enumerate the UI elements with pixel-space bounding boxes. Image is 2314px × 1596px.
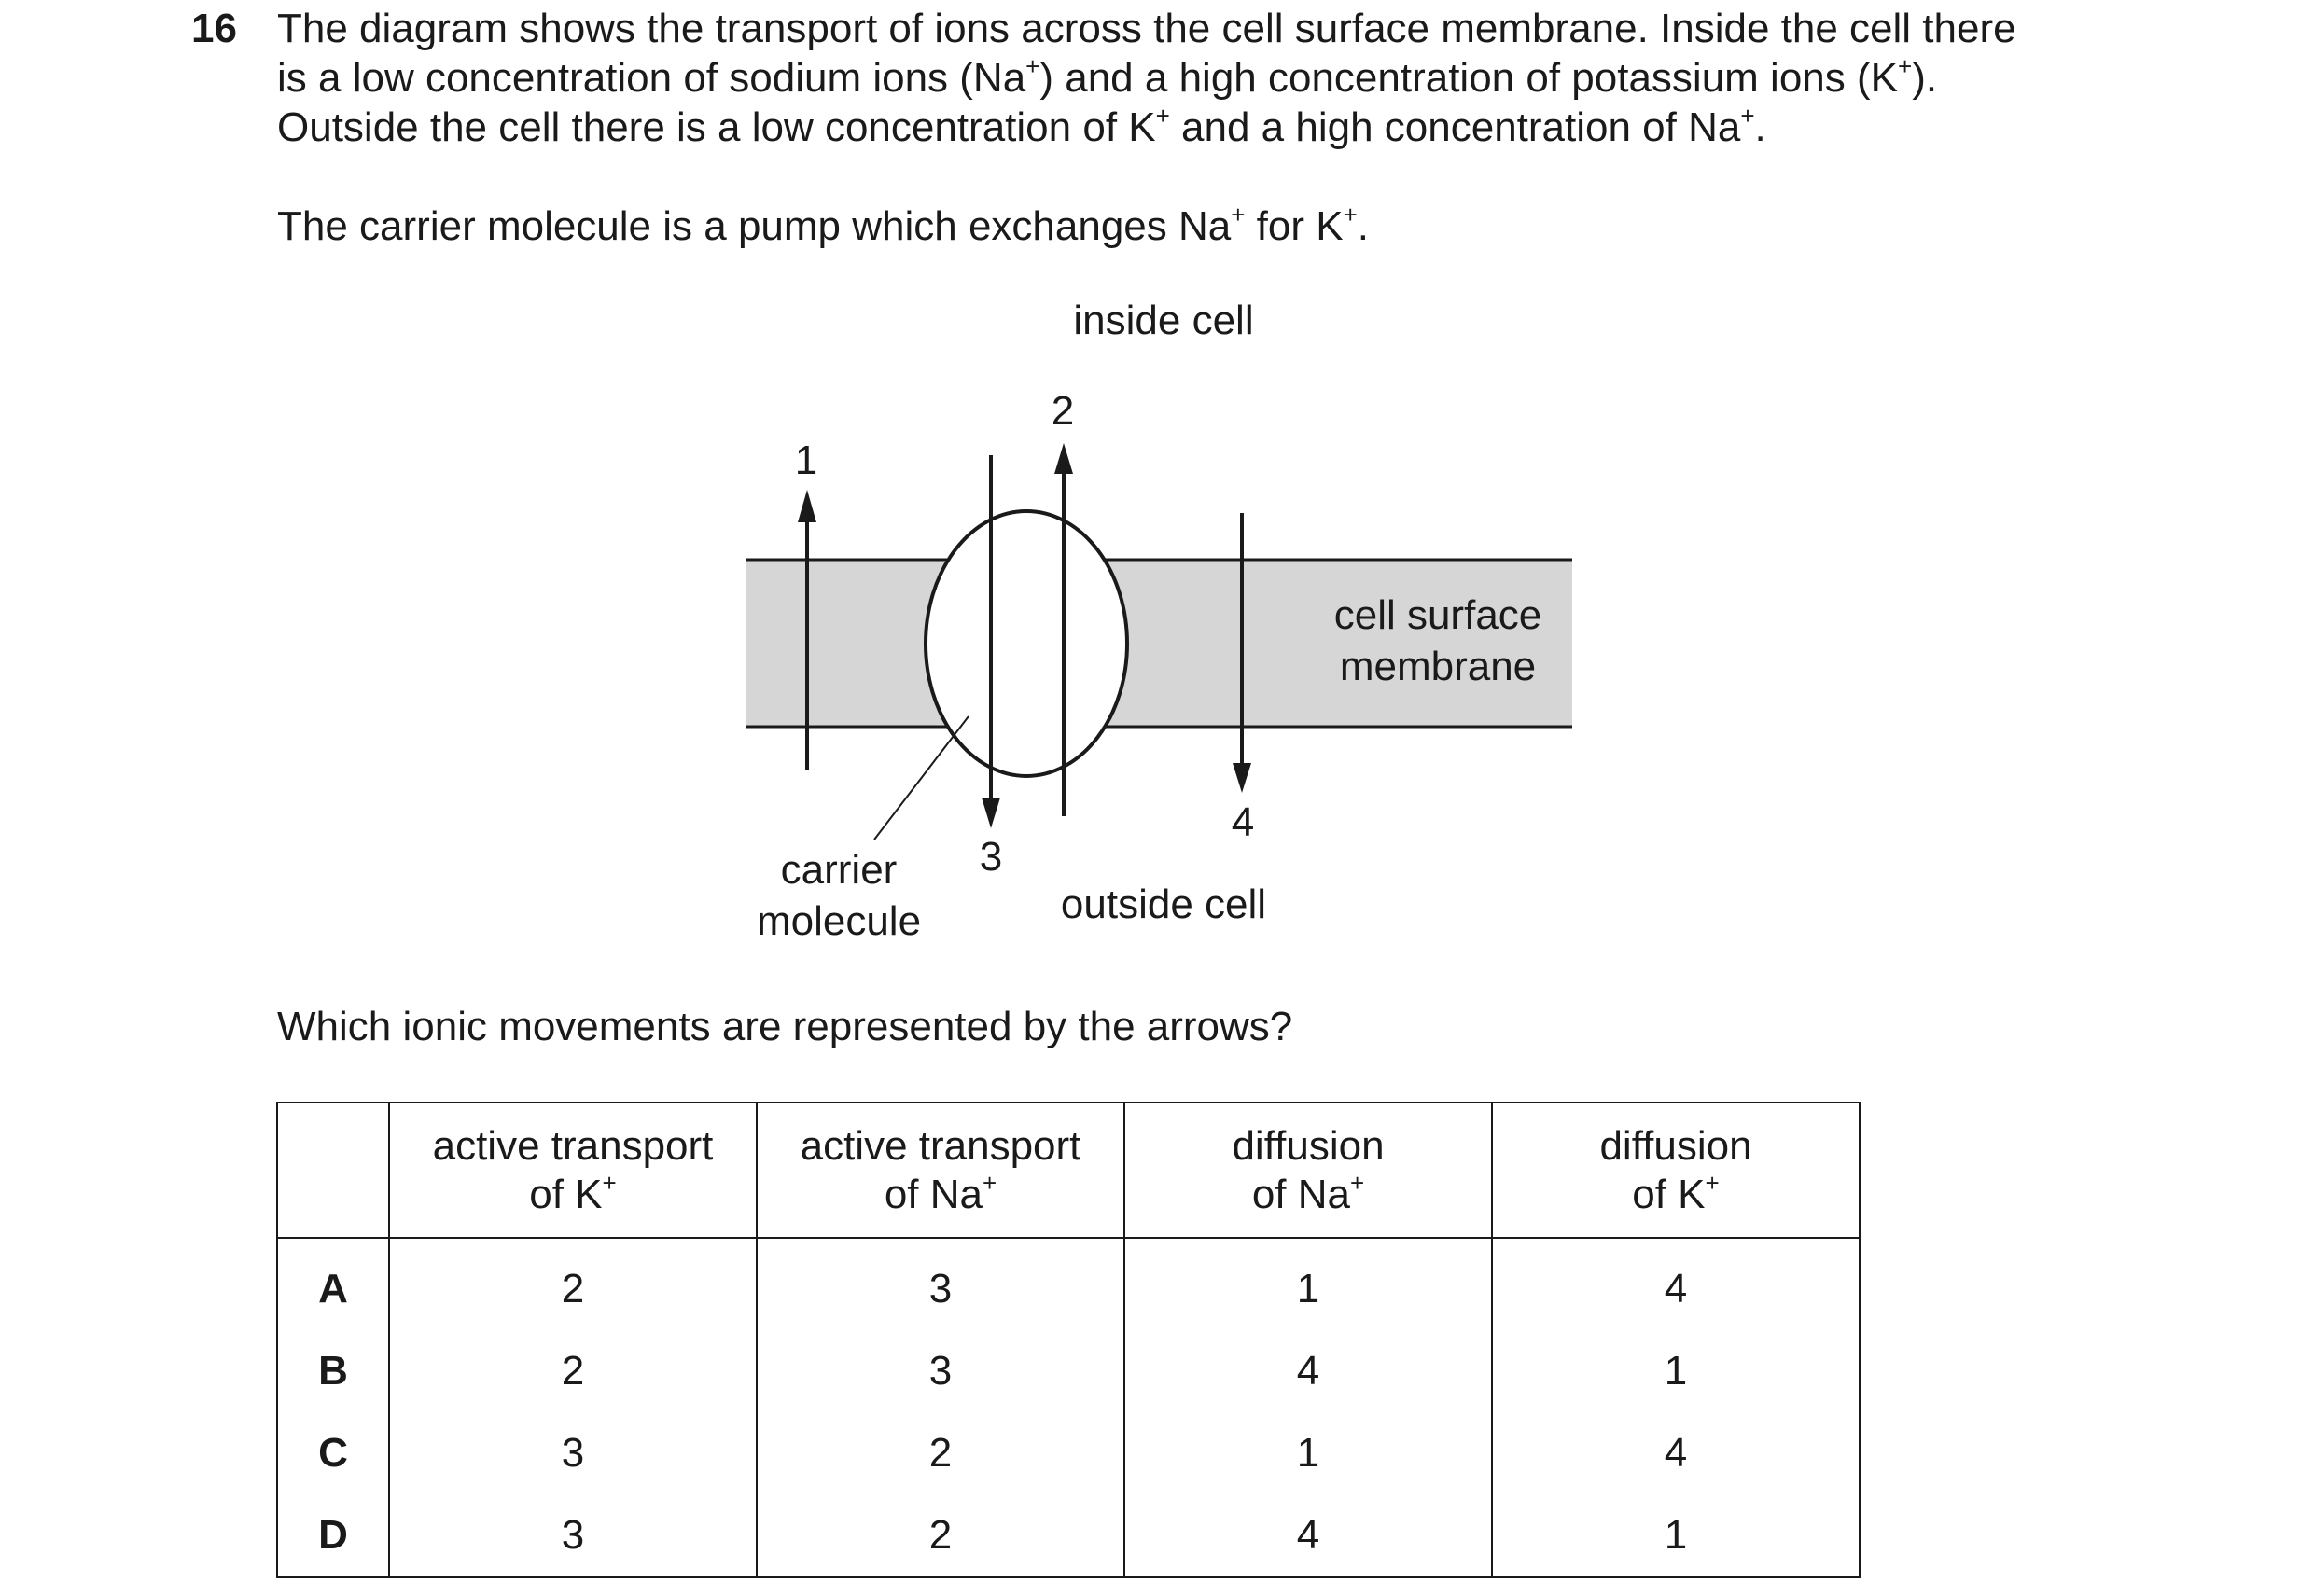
answer-row-a[interactable]: [277, 1238, 1860, 1330]
table-cell: 1: [1124, 1238, 1492, 1330]
plus-superscript: +: [1343, 201, 1358, 229]
outside-cell-label: outside cell: [1060, 881, 1267, 927]
table-cell: 4: [1124, 1330, 1492, 1412]
table-cell: 2: [757, 1412, 1124, 1494]
plus-superscript: +: [602, 1168, 617, 1197]
header-line-2: of Na: [1251, 1171, 1350, 1217]
table-cell: 2: [389, 1238, 757, 1330]
table-cell: 4: [1492, 1412, 1860, 1494]
option-letter[interactable]: A: [277, 1238, 389, 1330]
option-letter[interactable]: B: [277, 1330, 389, 1412]
table-cell: 3: [389, 1412, 757, 1494]
plus-superscript: +: [1898, 52, 1913, 80]
header-diffusion-na: [1124, 1103, 1492, 1238]
header-blank-cell: [277, 1103, 389, 1238]
plus-superscript: +: [1740, 102, 1755, 130]
carrier-label-line-2: molecule: [756, 898, 922, 944]
header-line-2: of K: [1632, 1171, 1706, 1217]
arrow-label-1: 1: [794, 437, 818, 483]
intro-line-2b: ) and a high concentration of potassium ions (K: [1039, 55, 1898, 101]
pump-text-b: for K: [1245, 203, 1344, 249]
table-header-row: [277, 1103, 1860, 1238]
arrow-label-2: 2: [1051, 388, 1075, 434]
membrane-label-line-1: cell surface: [1333, 592, 1542, 638]
answer-row-d[interactable]: [277, 1494, 1860, 1577]
plus-superscript: +: [1705, 1168, 1720, 1197]
carrier-leader-line: [874, 716, 969, 840]
arrow-label-3: 3: [979, 834, 1003, 880]
plus-superscript: +: [1349, 1168, 1365, 1197]
header-active-k: [389, 1103, 757, 1238]
table-cell: 2: [757, 1494, 1124, 1577]
header-active-na: [757, 1103, 1124, 1238]
table-cell: 3: [757, 1330, 1124, 1412]
header-line-1: diffusion: [1232, 1122, 1385, 1169]
header-line-1: active transport: [432, 1122, 714, 1169]
intro-line-2a: is a low concentration of sodium ions (Na: [277, 55, 1026, 101]
question-number: 16: [191, 6, 237, 51]
intro-line-3c: .: [1754, 104, 1766, 150]
table-cell: 1: [1492, 1494, 1860, 1577]
table-cell: 4: [1492, 1238, 1860, 1330]
answer-table: [276, 1102, 1861, 1578]
table-cell: 3: [757, 1238, 1124, 1330]
plus-superscript: +: [1231, 201, 1246, 229]
inside-cell-label: inside cell: [1073, 298, 1254, 343]
intro-line-3b: and a high concentration of Na: [1169, 104, 1741, 150]
answer-row-b[interactable]: [277, 1330, 1860, 1412]
table-cell: 3: [389, 1494, 757, 1577]
pump-text-c: .: [1357, 203, 1370, 249]
answer-row-c[interactable]: [277, 1412, 1860, 1494]
header-line-1: diffusion: [1599, 1122, 1752, 1169]
question-prompt: Which ionic movements are represented by the arrows?: [277, 1004, 1293, 1049]
table-cell: 2: [389, 1330, 757, 1412]
table-cell: 1: [1124, 1412, 1492, 1494]
intro-line-3a: Outside the cell there is a low concentration of K: [277, 104, 1156, 150]
table-cell: 1: [1492, 1330, 1860, 1412]
intro-line-2c: ).: [1912, 55, 1938, 101]
plus-superscript: +: [982, 1168, 997, 1197]
membrane-label-line-2: membrane: [1339, 644, 1537, 689]
plus-superscript: +: [1155, 102, 1170, 130]
table-cell: 4: [1124, 1494, 1492, 1577]
header-line-2: of K: [529, 1171, 603, 1217]
plus-superscript: +: [1025, 52, 1040, 80]
carrier-molecule: [926, 511, 1127, 776]
carrier-label-line-1: carrier: [780, 847, 898, 893]
intro-line-1: The diagram shows the transport of ions across the cell surface membrane. Inside the cell there: [277, 6, 2016, 51]
option-letter[interactable]: C: [277, 1412, 389, 1494]
arrow-label-4: 4: [1231, 799, 1255, 845]
header-line-2: of Na: [884, 1171, 983, 1217]
pump-text-a: The carrier molecule is a pump which exchanges Na: [277, 203, 1232, 249]
header-line-1: active transport: [800, 1122, 1081, 1169]
header-diffusion-k: [1492, 1103, 1860, 1238]
option-letter[interactable]: D: [277, 1494, 389, 1577]
